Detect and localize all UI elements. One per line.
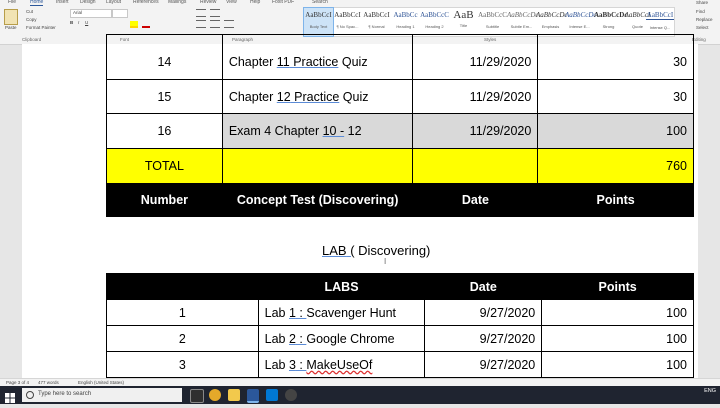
tab-home[interactable]: Home — [30, 0, 44, 5]
lab-header-empty — [107, 274, 259, 300]
total-label: TOTAL — [107, 149, 223, 184]
name-post: Quiz — [338, 55, 368, 69]
document-page[interactable] — [22, 44, 698, 378]
tab-layout[interactable]: Layout — [106, 0, 122, 5]
style-preview: AaB — [453, 9, 474, 21]
total-row — [107, 149, 694, 184]
lab-header-points: Points — [542, 274, 694, 300]
style-preview: AaBbCcI — [646, 11, 674, 19]
header-concept: Concept Test (Discovering) — [222, 184, 413, 217]
tab-review[interactable]: Review — [200, 0, 217, 5]
style-preview: AaBbCcDc — [594, 11, 628, 19]
tab-design[interactable]: Design — [80, 0, 96, 5]
lab-name[interactable] — [258, 352, 425, 378]
lab-header-row — [107, 274, 694, 300]
paragraph-group-label: Paragraph — [232, 37, 254, 42]
style-subtle-emphasis[interactable] — [507, 8, 539, 36]
table-row — [107, 300, 694, 326]
assignments-table — [106, 34, 694, 217]
windows-start-icon[interactable] — [5, 390, 15, 400]
font-color-icon[interactable] — [142, 21, 150, 28]
style-body-text[interactable] — [304, 8, 333, 36]
tab-search[interactable]: Search — [312, 0, 328, 5]
style-preview: AaBbCcC — [420, 11, 449, 19]
word-count[interactable]: 477 words — [38, 380, 59, 385]
row-number: 15 — [107, 80, 223, 114]
lab-link: 3 — [288, 357, 296, 372]
tab-insert[interactable]: Insert — [56, 0, 69, 5]
style-intense-emphasis[interactable] — [565, 8, 597, 36]
row-points: 30 — [538, 35, 694, 80]
chapter-link: 12 — [276, 89, 291, 104]
app-icon[interactable] — [285, 389, 297, 401]
row-points: 100 — [538, 114, 694, 149]
italic-icon[interactable]: I — [78, 20, 80, 25]
style-name: Quote — [632, 24, 643, 29]
lab-colon: : — [295, 357, 307, 372]
lab-title-main: LAB — [322, 243, 347, 258]
page-count[interactable]: Page 3 of 4 — [6, 380, 30, 385]
style-preview: AaBbCcI — [363, 11, 390, 19]
lab-name[interactable] — [258, 300, 425, 326]
row-number: 14 — [107, 35, 223, 80]
chapter-link: 11 — [276, 55, 290, 69]
find-button[interactable]: Find — [696, 9, 705, 14]
font-group-label: Font — [120, 37, 130, 42]
style-name: Subtitle — [485, 24, 500, 29]
row-date: 11/29/2020 — [413, 80, 538, 114]
style-heading-2[interactable] — [420, 8, 449, 36]
style-emphasis[interactable] — [536, 8, 568, 36]
total-points: 760 — [538, 149, 694, 184]
table-row — [107, 352, 694, 378]
style-preview: AaBbCcI — [305, 11, 332, 19]
lab-colon: : — [295, 331, 307, 346]
row-name[interactable] — [222, 80, 413, 114]
style-name: Intense Q... — [649, 25, 671, 30]
replace-button[interactable]: Replace — [696, 17, 713, 22]
lab-points: 100 — [542, 300, 694, 326]
lab-points: 100 — [542, 352, 694, 378]
underline-icon[interactable]: U — [85, 20, 89, 25]
align-center-icon[interactable] — [210, 20, 220, 28]
style-preview: AaBbCcDc — [507, 11, 539, 19]
tab-help[interactable]: Help — [250, 0, 261, 5]
copy-button[interactable]: Copy — [26, 17, 37, 22]
table-row — [107, 35, 694, 80]
lab-number: 1 — [107, 300, 259, 326]
lab-name-text: MakeUseOf — [306, 357, 373, 372]
style-no-spacing[interactable] — [333, 8, 362, 36]
font-size-box[interactable] — [112, 9, 128, 18]
chapter-link: 10 — [322, 124, 337, 138]
row-name[interactable] — [222, 35, 413, 80]
lab-date: 9/27/2020 — [425, 352, 542, 378]
lab-name-text: Scavenger Hunt — [306, 305, 396, 320]
paste-label[interactable]: Paste — [5, 25, 17, 30]
style-name: ¶ Normal — [368, 24, 385, 29]
style-name: Heading 1 — [396, 24, 415, 29]
language-indicator[interactable]: English (United States) — [78, 380, 125, 385]
tab-view[interactable]: View — [226, 0, 237, 5]
select-button[interactable]: Select — [696, 25, 709, 30]
tab-foxit[interactable]: Foxit PDF — [272, 0, 295, 5]
tab-references[interactable]: References — [133, 0, 159, 5]
tab-file[interactable]: File — [8, 0, 17, 5]
row-date: 11/29/2020 — [413, 114, 538, 149]
status-bar — [0, 378, 720, 386]
style-title[interactable] — [449, 8, 478, 36]
ribbon-tabs — [0, 0, 720, 6]
lab-pre: Lab — [264, 305, 289, 320]
style-preview: AaBbCcDc — [565, 11, 597, 19]
name-mid: - — [336, 124, 345, 138]
name-mid: Practice — [290, 89, 340, 104]
table-row — [107, 326, 694, 352]
style-intense-quote[interactable] — [646, 8, 674, 36]
style-name: Strong — [602, 24, 615, 29]
row-points: 30 — [538, 80, 694, 114]
name-pre: Exam 4 Chapter — [228, 124, 323, 138]
taskbar-search-box[interactable] — [22, 388, 182, 402]
lab-header-date: Date — [425, 274, 542, 300]
table-row — [107, 80, 694, 114]
font-name-value: Arial — [73, 10, 83, 15]
editing-group-label: Editing — [692, 37, 706, 42]
bullets-icon[interactable] — [196, 9, 206, 17]
system-tray — [704, 388, 716, 394]
paragraph-buttons — [196, 9, 296, 31]
align-right-icon[interactable] — [224, 20, 234, 28]
table-row — [107, 114, 694, 149]
font-format-buttons — [70, 20, 160, 28]
row-name[interactable] — [222, 114, 413, 149]
lab-link: 1 — [288, 305, 296, 320]
task-view-icon[interactable] — [190, 389, 204, 403]
concept-header-row — [107, 184, 694, 217]
file-explorer-icon[interactable] — [228, 389, 240, 401]
lab-number: 3 — [107, 352, 259, 378]
chrome-icon[interactable] — [209, 389, 221, 401]
lab-name-text: Google Chrome — [306, 331, 395, 346]
style-subtitle[interactable] — [478, 8, 507, 36]
lab-name[interactable] — [258, 326, 425, 352]
style-normal[interactable] — [362, 8, 391, 36]
style-preview: AaBbCcI — [334, 11, 361, 19]
style-name: Subtle Em... — [510, 24, 533, 29]
style-name: Title — [459, 23, 468, 28]
lab-link: 2 — [288, 331, 296, 346]
lab-colon: : — [295, 305, 307, 320]
name-post: Quiz — [339, 89, 369, 104]
style-preview: AaBbCcI — [624, 11, 651, 19]
header-points: Points — [538, 184, 694, 217]
bold-icon[interactable]: B — [70, 20, 74, 25]
search-placeholder: Type here to search — [38, 391, 92, 397]
style-name: ¶ No Spac... — [336, 24, 359, 29]
total-empty-cell — [222, 149, 413, 184]
taskbar — [0, 386, 720, 404]
style-name: Heading 2 — [425, 24, 444, 29]
numbering-icon[interactable] — [210, 9, 220, 17]
name-mid: Practice — [289, 55, 339, 69]
row-date: 11/29/2020 — [413, 35, 538, 80]
share-button[interactable]: Share — [696, 0, 709, 5]
row-number: 16 — [107, 114, 223, 149]
lab-title-word: Discovering) — [354, 243, 431, 258]
lab-pre: Lab — [264, 331, 289, 346]
align-left-icon[interactable] — [196, 20, 206, 28]
style-preview: AaBbCcDc — [536, 11, 568, 19]
tab-mailings[interactable]: Mailings — [168, 0, 187, 5]
word-icon[interactable] — [247, 389, 259, 403]
style-heading-1[interactable] — [391, 8, 420, 36]
style-preview: AaBbCcC — [478, 11, 507, 19]
style-name: Body Text — [309, 24, 328, 29]
cut-button[interactable]: Cut — [26, 9, 34, 14]
name-post: 12 — [344, 124, 362, 138]
lab-title-paren: ( — [346, 243, 355, 258]
name-pre: Chapter — [228, 55, 277, 69]
lab-date: 9/27/2020 — [425, 326, 542, 352]
header-date: Date — [413, 184, 538, 217]
paste-icon[interactable] — [4, 9, 18, 25]
style-name: Emphasis — [541, 24, 560, 29]
mail-icon[interactable] — [266, 389, 278, 401]
total-empty-cell — [413, 149, 538, 184]
text-cursor-icon: I — [384, 257, 387, 266]
styles-group-label: Styles — [484, 37, 497, 42]
lab-date: 9/27/2020 — [425, 300, 542, 326]
lab-section-title[interactable] — [322, 243, 430, 258]
clipboard-group-label: Clipboard — [22, 37, 42, 42]
style-name: Intense E... — [569, 24, 590, 29]
style-strong[interactable] — [594, 8, 628, 36]
language-indicator-tray[interactable]: ENG — [704, 388, 716, 394]
font-name-box[interactable] — [70, 9, 112, 18]
lab-pre: Lab — [264, 357, 289, 372]
lab-header-labs: LABS — [258, 274, 425, 300]
style-preview: AaBbCc — [393, 11, 418, 19]
styles-gallery — [303, 7, 675, 37]
lab-table — [106, 273, 694, 378]
lab-number: 2 — [107, 326, 259, 352]
format-painter-button[interactable]: Format Painter — [26, 25, 56, 30]
highlight-icon[interactable] — [130, 21, 138, 28]
header-number: Number — [107, 184, 223, 217]
name-pre: Chapter — [228, 89, 277, 104]
lab-points: 100 — [542, 326, 694, 352]
search-icon — [26, 391, 34, 399]
